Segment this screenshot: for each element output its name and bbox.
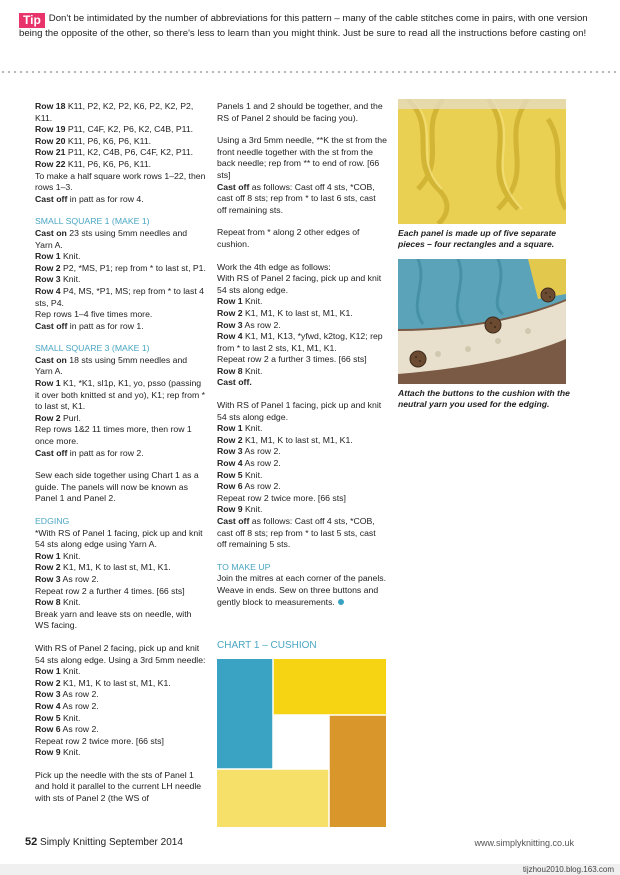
cushion-chart: [217, 659, 386, 827]
pattern-text: Sew each side together using Chart 1 as a guide. The panels will now be known as Panel 1 and Panel 2.: [35, 470, 199, 504]
spacer: [35, 759, 207, 770]
pattern-row: [217, 331, 387, 354]
magazine-issue: Simply Knitting September 2014: [40, 837, 183, 848]
row-label: Row 1: [217, 423, 243, 434]
pattern-row: [217, 377, 387, 389]
pattern-row: [35, 321, 207, 333]
row-label: Cast on: [35, 227, 67, 238]
row-label: Row 19: [35, 124, 66, 135]
row-instruction: K1, M1, K to last st, M1, K1.: [63, 677, 171, 688]
row-label: Row 5: [217, 469, 243, 480]
chart-right-strip: [329, 715, 386, 827]
row-instruction: as follows: Cast off 4 sts, *COB, cast off 8 sts; rep from * to last 6 sts, cast off remaining sts.: [217, 181, 376, 215]
row-instruction: As row 2.: [244, 458, 281, 469]
chart-center-square: [273, 715, 329, 769]
row-label: Row 6: [217, 481, 243, 492]
row-label: Row 1: [217, 296, 243, 307]
row-label: Row 5: [35, 712, 61, 723]
pattern-row: [35, 678, 207, 690]
spacer: [35, 505, 207, 516]
pattern-text: Work the 4th edge as follows:: [217, 261, 331, 272]
row-label: Row 2: [217, 434, 243, 445]
row-instruction: in patt as for row 4.: [69, 193, 144, 204]
row-instruction: K11, P2, K2, P2, K6, P2, K2, P2, K11.: [35, 101, 194, 123]
dotted-divider: [0, 70, 620, 74]
pattern-text: Repeat row 2 a further 4 times. [66 sts]: [35, 585, 185, 596]
row-label: Cast off: [217, 516, 250, 526]
row-instruction: K11, P6, K6, P6, K11.: [67, 158, 152, 169]
pattern-text: Pick up the needle with the sts of Panel 1 and hold it parallel to the current LH needle with sts of Panel 2 (the WS of: [35, 769, 202, 804]
row-label: Row 9: [217, 504, 243, 515]
row-label: Row 8: [35, 597, 61, 608]
pattern-row: [35, 666, 207, 678]
pattern-row: [217, 435, 387, 447]
row-instruction: Knit.: [245, 296, 263, 307]
row-instruction: As row 2.: [62, 724, 99, 735]
row-label: Cast off.: [217, 377, 252, 388]
pattern-text: Using a 3rd 5mm needle, **K the st from the front needle together with the st from the back needle; rep from ** to end of row. [66 sts]: [217, 135, 387, 180]
row-label: Row 1: [35, 550, 61, 561]
row-label: Row 4: [35, 700, 61, 711]
pattern-text: *With RS of Panel 1 facing, pick up and knit 54 sts along edge using Yarn A.: [35, 527, 203, 550]
row-label: Row 1: [35, 251, 61, 262]
pattern-text: Repeat row 2 twice more. [66 sts]: [217, 492, 346, 503]
section-heading: SMALL SQUARE 3 (MAKE 1): [35, 343, 150, 354]
row-label: Row 1: [35, 666, 61, 677]
row-label: Row 2: [35, 412, 61, 423]
watermark-text: tijzhou2010.blog.163.com: [522, 865, 614, 874]
row-instruction: As row 2.: [244, 319, 281, 330]
row-label: Cast off: [35, 193, 68, 204]
row-label: Row 4: [217, 458, 243, 469]
row-instruction: Knit.: [63, 747, 81, 758]
row-instruction: As row 2.: [62, 700, 99, 711]
row-instruction: Knit.: [245, 504, 263, 515]
spacer: [35, 632, 207, 643]
pattern-row: [35, 413, 207, 425]
row-instruction: As row 2.: [244, 481, 281, 492]
chart-title: CHART 1 – CUSHION: [217, 640, 317, 651]
row-instruction: Knit.: [63, 666, 81, 677]
row-label: Cast off: [217, 181, 250, 192]
pattern-row: [35, 574, 207, 586]
pattern-text: To make a half square work rows 1–22, then rows 1–3.: [35, 170, 206, 193]
buttons-cushion-photo: [398, 259, 566, 384]
row-label: Row 3: [217, 319, 243, 330]
row-instruction: K1, *K1, sl1p, K1, yo, psso (passing it over both knitted st and yo), K1; rep from * to last st, K1.: [35, 378, 205, 412]
pattern-text: Join the mitres at each corner of the panels. Weave in ends. Sew on three buttons and gently block to measurements.: [217, 573, 387, 607]
pattern-row: [35, 159, 207, 171]
row-label: Row 3: [35, 573, 61, 584]
row-label: Row 3: [217, 446, 243, 457]
tip-badge: Tip: [19, 13, 45, 28]
pattern-row: [35, 689, 207, 701]
yellow-cushion-photo: [398, 99, 566, 224]
pattern-row: [217, 296, 387, 308]
pattern-row: [217, 446, 387, 458]
chart-bottom-strip: [217, 769, 329, 827]
row-instruction: as follows: Cast off 4 sts, *COB, cast off 8 sts; rep from * to last 5 sts, cast off remaining 5 sts.: [217, 516, 376, 550]
pattern-row: [35, 724, 207, 736]
spacer: [35, 332, 207, 343]
footer-left: [25, 836, 183, 848]
row-label: Row 21: [35, 147, 66, 158]
row-instruction: P11, C4F, K2, P6, K2, C4B, P11.: [67, 124, 194, 135]
pattern-row: [35, 228, 207, 251]
row-label: Row 2: [35, 562, 61, 573]
row-instruction: Knit.: [63, 251, 81, 262]
pattern-row: [217, 481, 387, 493]
pattern-text: Repeat row 2 twice more. [66 sts]: [35, 735, 164, 746]
pattern-row: [35, 448, 207, 460]
pattern-text: Repeat from * along 2 other edges of cushion.: [217, 227, 360, 249]
row-instruction: K1, M1, K to last st, M1, K1.: [245, 307, 353, 318]
pattern-row: [35, 355, 207, 378]
row-label: Row 2: [35, 262, 61, 273]
pattern-row: [35, 124, 207, 136]
row-label: Row 4: [35, 285, 61, 296]
row-instruction: Knit.: [245, 469, 263, 480]
pattern-text: Panels 1 and 2 should be together, and the RS of Panel 2 should be facing you).: [217, 101, 383, 123]
pattern-row: [217, 366, 387, 378]
pattern-text: Rep rows 1–4 five times more.: [35, 309, 153, 320]
pattern-text: Rep rows 1&2 11 times more, then row 1 once more.: [35, 424, 192, 447]
row-instruction: Knit.: [63, 597, 81, 608]
row-label: Row 8: [217, 365, 243, 376]
row-instruction: As row 2.: [244, 446, 281, 457]
pattern-row: [35, 562, 207, 574]
pattern-row: [217, 423, 387, 435]
row-instruction: As row 2.: [62, 689, 99, 700]
row-instruction: Knit.: [245, 423, 263, 434]
row-instruction: Knit.: [63, 274, 81, 285]
page-number: 52: [25, 836, 38, 848]
row-instruction: K11, P6, K6, P6, K11.: [67, 135, 152, 146]
pattern-row: [35, 701, 207, 713]
pattern-text: With RS of Panel 2 facing, pick up and knit 54 sts along edge. Using a 3rd 5mm needle:: [35, 642, 206, 665]
pattern-row: [35, 551, 207, 563]
pattern-row: [35, 101, 207, 124]
pattern-row: [217, 308, 387, 320]
row-instruction: in patt as for row 2.: [69, 447, 144, 458]
row-label: Row 6: [35, 724, 61, 735]
tip-text: Don't be intimidated by the number of abbreviations for this pattern – many of the cable stitches come in pairs, with one version being the opposite of the other, so there's less to learn than you might think. Just be sure to read all the instructions before casting on!: [19, 13, 588, 39]
spacer: [35, 459, 207, 470]
pattern-text: Repeat row 2 a further 3 times. [66 sts]: [217, 354, 367, 365]
pattern-row: [217, 458, 387, 470]
pattern-text: Break yarn and leave sts on needle, with WS facing.: [35, 608, 192, 631]
row-instruction: P11, K2, C4B, P6, C4F, K2, P11.: [67, 147, 194, 158]
chart-top-strip: [273, 659, 386, 715]
pattern-column-middle: [217, 101, 387, 608]
spacer: [217, 251, 387, 262]
row-label: Cast on: [35, 354, 67, 365]
row-label: Row 1: [35, 378, 61, 389]
photo-caption-1: Each panel is made up of five separate pieces – four rectangles and a square.: [398, 228, 557, 249]
pattern-text: With RS of Panel 2 facing, pick up and knit 54 sts along edge.: [217, 273, 382, 295]
row-label: Row 2: [35, 677, 61, 688]
row-label: Row 9: [35, 747, 61, 758]
pattern-row: [217, 470, 387, 482]
watermark-bar: [0, 864, 620, 875]
pattern-row: [35, 747, 207, 759]
pattern-row: [35, 147, 207, 159]
row-instruction: Knit.: [63, 712, 81, 723]
pattern-row: [217, 320, 387, 332]
tip-box: [19, 13, 599, 40]
row-instruction: K1, M1, K to last st, M1, K1.: [63, 562, 171, 573]
row-label: Row 2: [217, 307, 243, 318]
row-instruction: 23 sts using 5mm needles and Yarn A.: [35, 227, 188, 250]
spacer: [35, 205, 207, 216]
row-instruction: 18 sts using 5mm needles and Yarn A.: [35, 354, 188, 377]
chart-left-strip: [217, 659, 273, 769]
section-heading: EDGING: [35, 516, 70, 526]
row-instruction: P4, MS, *P1, MS; rep from * to last 4 sts, P4.: [35, 285, 204, 308]
pattern-text: With RS of Panel 1 facing, pick up and knit 54 sts along edge.: [217, 400, 382, 422]
section-heading: TO MAKE UP: [217, 561, 271, 572]
row-instruction: Knit.: [245, 365, 263, 376]
pattern-row: [217, 504, 387, 516]
pattern-row: [35, 263, 207, 275]
pattern-row: [35, 286, 207, 309]
row-instruction: Purl.: [63, 412, 81, 423]
row-label: Row 18: [35, 101, 66, 111]
row-label: Row 4: [217, 331, 243, 342]
row-instruction: P2, *MS, P1; rep from * to last st, P1.: [63, 262, 206, 273]
pattern-row: [35, 194, 207, 206]
spacer: [217, 551, 387, 562]
row-instruction: K1, M1, K13, *yfwd, k2tog, K12; rep from * to last 2 sts, K1, M1, K1.: [217, 331, 383, 353]
pattern-row: [35, 713, 207, 725]
row-instruction: K1, M1, K to last st, M1, K1.: [245, 434, 353, 445]
pattern-column-left: [35, 101, 207, 805]
row-instruction: As row 2.: [62, 573, 99, 584]
row-label: Cast off: [35, 447, 68, 458]
section-heading: SMALL SQUARE 1 (MAKE 1): [35, 216, 150, 227]
end-dot-icon: [338, 599, 344, 605]
pattern-row: [35, 378, 207, 413]
pattern-row: [217, 516, 387, 551]
pattern-row: [217, 182, 387, 217]
row-label: Row 20: [35, 135, 66, 146]
spacer: [217, 216, 387, 227]
pattern-row: [35, 597, 207, 609]
pattern-row: [35, 136, 207, 148]
pattern-row: [35, 251, 207, 263]
row-instruction: Knit.: [63, 550, 81, 561]
row-label: Row 3: [35, 274, 61, 285]
row-label: Row 22: [35, 158, 66, 169]
pattern-row: [35, 274, 207, 286]
spacer: [217, 389, 387, 400]
photo-caption-2: Attach the buttons to the cushion with the neutral yarn you used for the edging.: [398, 388, 570, 409]
row-instruction: in patt as for row 1.: [69, 320, 144, 331]
website-url: www.simplyknitting.co.uk: [474, 838, 574, 848]
spacer: [217, 124, 387, 135]
row-label: Cast off: [35, 320, 68, 331]
row-label: Row 3: [35, 689, 61, 700]
